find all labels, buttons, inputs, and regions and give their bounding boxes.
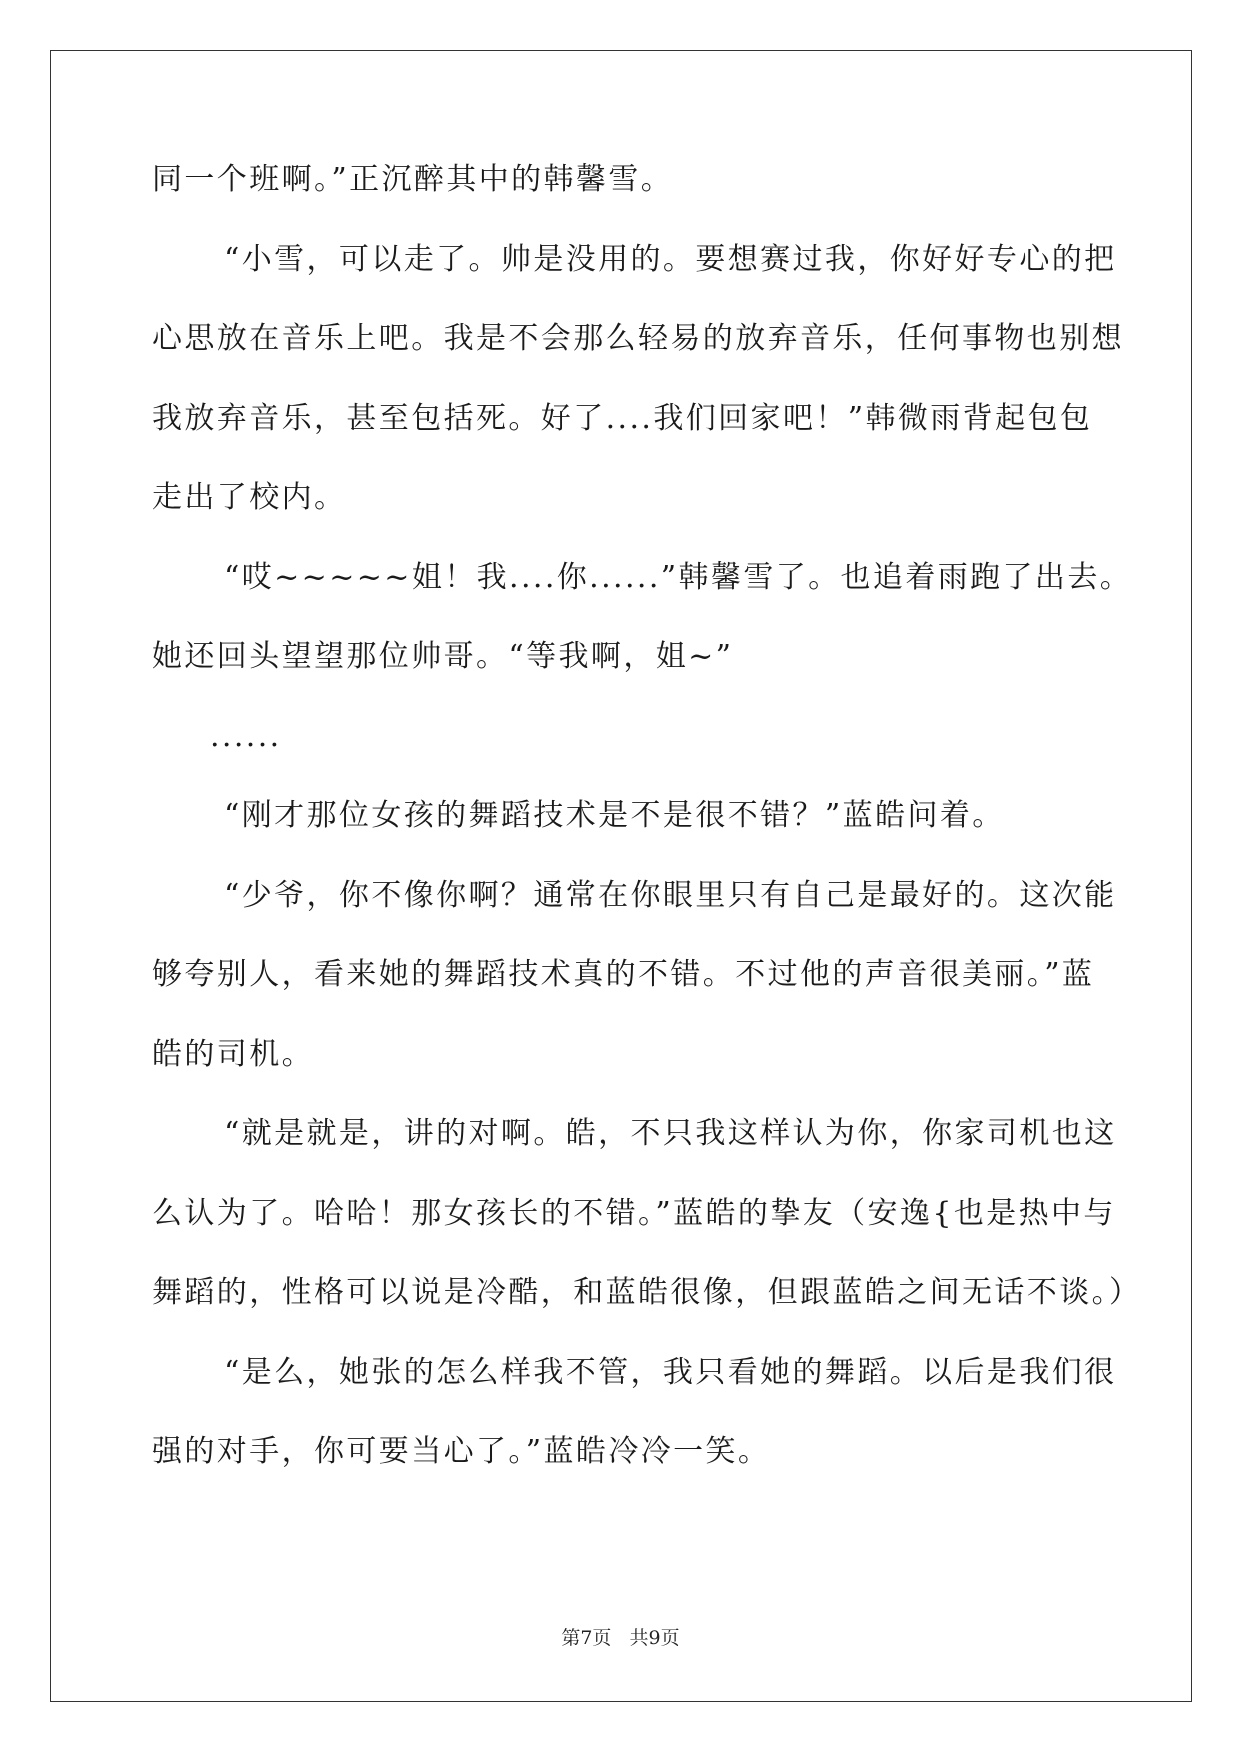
text-line: 皓的司机。 xyxy=(152,1036,314,1072)
text-line: “就是就是，讲的对啊。皓，不只我这样认为你，你家司机也这 xyxy=(224,1116,1117,1151)
page-number-text: 第7页 共9页 xyxy=(561,1627,680,1649)
ellipsis-line: ...... xyxy=(210,718,282,754)
text-line: “少爷，你不像你啊？通常在你眼里只有自己是最好的。这次能 xyxy=(224,877,1117,913)
text-line: 够夸别人，看来她的舞蹈技术真的不错。不过他的声音很美丽。”蓝 xyxy=(152,957,1095,992)
text-line: 我放弃音乐，甚至包括死。好了....我们回家吧！”韩微雨背起包包 xyxy=(152,400,1093,436)
page-number-footer xyxy=(0,1623,1241,1650)
text-line: 心思放在音乐上吧。我是不会那么轻易的放弃音乐，任何事物也别想 xyxy=(152,321,1124,356)
text-line: 强的对手，你可要当心了。”蓝皓冷冷一笑。 xyxy=(152,1434,771,1469)
text-line: 舞蹈的，性格可以说是冷酷，和蓝皓很像，但跟蓝皓之间无话不谈。） xyxy=(152,1275,1142,1310)
text-line: “小雪，可以走了。帅是没用的。要想赛过我，你好好专心的把 xyxy=(224,241,1117,277)
text-line: 走出了校内。 xyxy=(152,480,347,515)
text-line: 同一个班啊。”正沉醉其中的韩馨雪。 xyxy=(152,162,674,197)
text-line: 么认为了。哈哈！那女孩长的不错。”蓝皓的挚友（安逸{也是热中与 xyxy=(152,1195,1116,1231)
document-body xyxy=(152,162,1142,1515)
text-line: “是么，她张的怎么样我不管，我只看她的舞蹈。以后是我们很 xyxy=(224,1354,1117,1390)
text-line: “刚才那位女孩的舞蹈技术是不是很不错？”蓝皓问着。 xyxy=(224,798,1005,833)
text-line: 她还回头望望那位帅哥。“等我啊，姐~” xyxy=(152,639,734,674)
text-line: “哎~~~~~姐！我....你......”韩馨雪了。也追着雨跑了出去。 xyxy=(224,559,1133,595)
